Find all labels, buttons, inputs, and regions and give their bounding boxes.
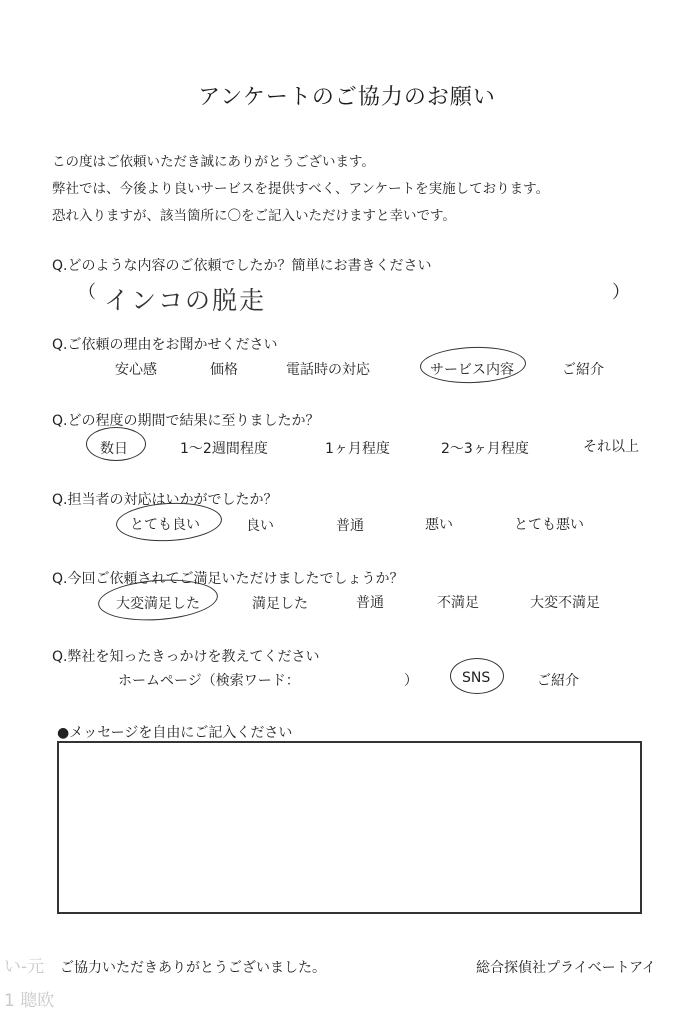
q5-option-satisfied[interactable]: 満足した (252, 596, 308, 612)
q4-option-good[interactable]: 良い (246, 518, 274, 534)
q3-option-1-2-weeks[interactable]: 1～2週間程度 (180, 441, 268, 457)
bleed-through-text-1: い-元 (4, 957, 45, 977)
q1-handwritten-answer: インコの脱走 (104, 286, 267, 315)
q5-option-very-satisfied[interactable]: 大変満足した (116, 596, 200, 612)
q3-question: Q.どの程度の期間で結果に至りましたか？ (52, 413, 320, 429)
survey-title: アンケートのご協力のお願い (198, 85, 496, 110)
message-content (59, 743, 640, 759)
q4-option-very-good[interactable]: とても良い (130, 517, 200, 533)
q5-option-unsatisfied[interactable]: 不満足 (437, 595, 479, 611)
q6-selection-circle (450, 658, 504, 694)
q2-option-kakaku[interactable]: 価格 (210, 362, 238, 378)
q2-option-service-content[interactable]: サービス内容 (430, 362, 514, 378)
q2-question: Q.ご依頼の理由をお聞かせください (52, 337, 278, 353)
q1-open-paren: （ (78, 282, 96, 303)
q4-option-very-bad[interactable]: とても悪い (514, 517, 584, 533)
message-box[interactable] (57, 741, 642, 914)
q2-option-referral[interactable]: ご紹介 (562, 362, 604, 378)
q6-option-referral[interactable]: ご紹介 (537, 673, 579, 689)
q1-question: Q.どのような内容のご依頼でしたか？簡単にお書きください (52, 258, 432, 274)
q2-option-phone-response[interactable]: 電話時の対応 (286, 362, 370, 378)
footer-company: 総合探偵社プライベートアイ (476, 960, 656, 976)
q3-selection-circle (86, 427, 146, 461)
q6-question: Q.弊社を知ったきっかけを教えてください (52, 649, 320, 665)
q3-option-2-3-months[interactable]: 2～3ヶ月程度 (441, 441, 529, 457)
q3-option-longer[interactable]: それ以上 (583, 439, 639, 455)
q3-option-few-days[interactable]: 数日 (100, 441, 128, 457)
q6-option-sns[interactable]: SNS (462, 670, 491, 686)
intro-line-3: 恐れ入りますが、該当箇所に〇をご記入いただけますと幸いです。 (52, 208, 456, 224)
q3-option-1-month[interactable]: 1ヶ月程度 (325, 441, 390, 457)
q1-close-paren: ） (612, 282, 630, 303)
q4-question: Q.担当者の対応はいかがでしたか？ (52, 492, 278, 508)
q6-close-paren: ） (404, 673, 418, 689)
q4-option-bad[interactable]: 悪い (425, 517, 453, 533)
intro-line-2: 弊社では、今後より良いサービスを提供すべく、アンケートを実施しております。 (52, 181, 550, 197)
q5-question: Q.今回ご依頼されてご満足いただけましたでしょうか？ (52, 571, 404, 587)
message-label: ●メッセージを自由にご記入ください (57, 725, 293, 741)
q5-option-very-unsatisfied[interactable]: 大変不満足 (530, 595, 600, 611)
q6-option-homepage[interactable]: ホームページ（検索ワード： (118, 673, 300, 689)
q4-option-average[interactable]: 普通 (336, 518, 364, 534)
footer-thanks: ご協力いただきありがとうございました。 (60, 960, 326, 976)
intro-line-1: この度はご依頼いただき誠にありがとうございます。 (52, 154, 375, 170)
q5-option-average[interactable]: 普通 (356, 595, 384, 611)
q2-option-anshinkan[interactable]: 安心感 (115, 362, 157, 378)
bleed-through-text-2: 1 聰欧 (4, 991, 55, 1011)
